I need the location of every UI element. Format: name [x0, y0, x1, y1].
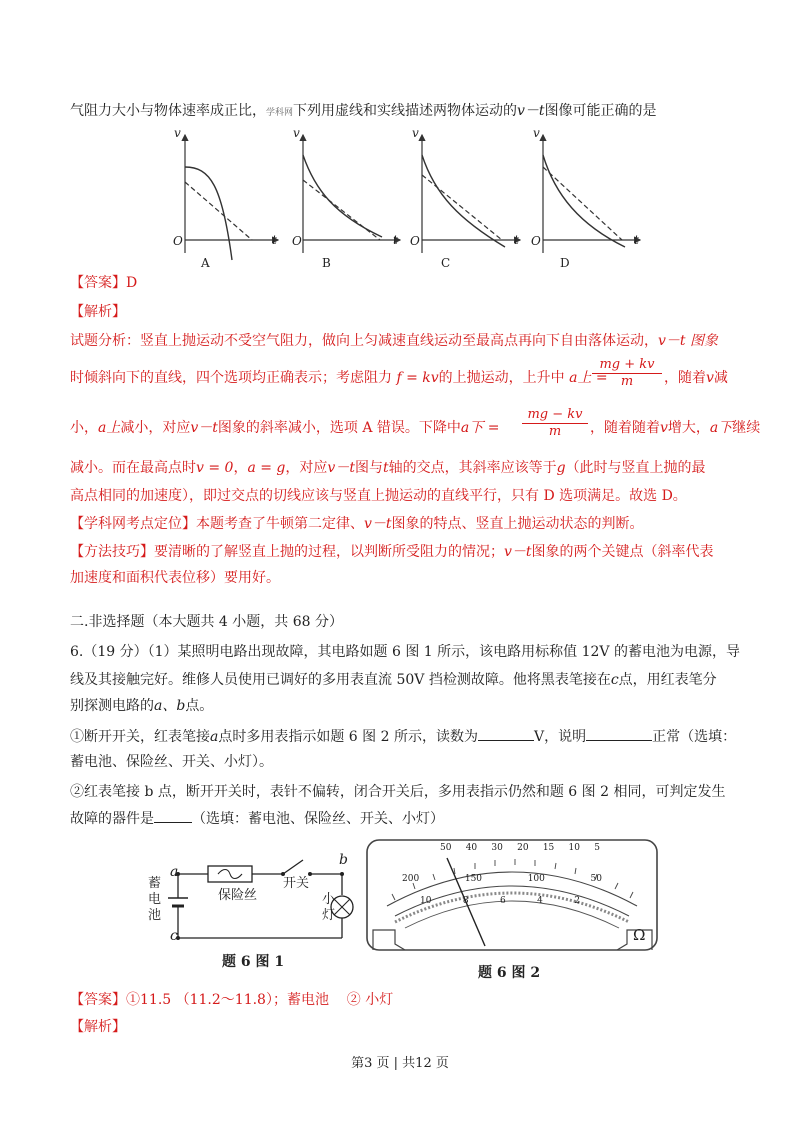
meter-label: 5	[594, 843, 600, 853]
answer-value-2: ② 小灯	[346, 992, 394, 1008]
analysis-text: 图象的斜率减小，选项 A 错误。下降中	[217, 420, 461, 436]
graph-c-letter: C	[441, 256, 451, 270]
q6-line-1: 6.（19 分）（1）某照明电路出现故障，其电路如题 6 图 1 所示，该电路用标称值 12V 的蓄电池为电源，导	[70, 644, 740, 660]
vt-graphs-figure	[160, 125, 660, 275]
graph-b-t-label: t	[393, 233, 398, 247]
q6-sub-2-cont	[70, 808, 444, 829]
stem-vt: v－t	[517, 103, 545, 119]
node-c-label: c	[170, 928, 178, 944]
fraction-1	[592, 357, 662, 390]
kaodian-vt: v－t	[364, 516, 392, 532]
battery-label: 蓄电池	[148, 876, 162, 923]
analysis-text: 小，	[70, 420, 98, 436]
answer-prefix: 【答案】	[70, 275, 126, 291]
analysis-formula: a下	[709, 420, 733, 436]
analysis-vt: v－t 图象	[658, 333, 718, 349]
meter-label: 30	[491, 843, 503, 853]
graph-d-o-label: O	[531, 234, 541, 248]
graph-a-v-label: v	[174, 126, 181, 140]
analysis-formula: v = 0	[196, 460, 234, 476]
analysis-formula: a上 =	[569, 370, 608, 386]
q5-analysis-line-5: 高点相同的加速度），即过交点的切线应该与竖直上抛运动的直线平行，只有 D 选项满足。故选 D。	[70, 488, 687, 504]
q6-sub-2: ②红表笔接 b 点，断开开关时，表针不偏转，闭合开关后，多用表指示仍然和题 6 图 2 相同，可判定发生	[70, 784, 726, 800]
q5-analysis-line-4	[70, 458, 706, 478]
graph-a	[185, 135, 278, 260]
stem-text-b: 下列用虚线和实线描述两物体运动的	[293, 103, 518, 119]
blank-normal-device[interactable]	[586, 726, 652, 741]
analysis-formula: a = g	[247, 460, 286, 476]
meter-label: 50	[440, 843, 452, 853]
graph-c-v-label: v	[412, 126, 419, 140]
analysis-text: ，	[233, 460, 248, 476]
meter-label: 15	[542, 843, 555, 853]
q6-line-3	[70, 696, 213, 716]
graph-a-letter: A	[201, 256, 210, 270]
meter-mid-scale	[402, 874, 602, 884]
meter-label: 6	[499, 896, 506, 906]
q6-text: 别探测电路的	[70, 698, 154, 714]
analysis-text: 增大，	[667, 420, 710, 436]
graph-b-letter: B	[322, 256, 331, 270]
q5-analysis-line-1	[70, 331, 718, 351]
analysis-text: 的上抛运动，上升中	[438, 370, 565, 386]
meter-label: 20	[517, 843, 529, 853]
analysis-text: 轴的交点，其斜率应该等于	[388, 460, 557, 476]
page-footer: 第3 页 | 共12 页	[351, 1056, 449, 1071]
q6-text: 故障的器件是	[70, 811, 154, 827]
meter-low-scale	[420, 896, 580, 906]
meter-label: 4	[537, 896, 543, 906]
fraction-2-denominator: m	[548, 424, 562, 439]
fangfa-vt: v－t	[504, 544, 532, 560]
q6-text: V，说明	[533, 729, 587, 745]
lamp-label: 小灯	[322, 892, 336, 923]
graph-d-v-label: v	[533, 126, 540, 140]
kaodian-text: 【学科网考点定位】本题考查了牛顿第二定律、	[70, 516, 364, 532]
analysis-text: 试题分析：竖直上抛运动不受空气阻力，做向上匀减速直线运动至最高点再向下自由落体运动，	[70, 333, 658, 349]
q5-analysis-heading: 【解析】	[70, 304, 126, 320]
switch-label: 开关	[283, 876, 310, 891]
fraction-2-numerator: mg − kv	[522, 407, 588, 424]
analysis-text: ，随着随着	[590, 420, 660, 436]
meter-label: 10	[420, 896, 432, 906]
analysis-t: t	[382, 460, 389, 476]
graph-b	[303, 135, 400, 253]
q5-answer	[70, 273, 137, 293]
analysis-text: ，随着	[664, 370, 706, 386]
meter-label: 10	[568, 843, 580, 853]
q6-text: 正常（选填：	[652, 729, 737, 745]
q5-analysis-line-2-end	[664, 368, 728, 388]
fraction-2	[522, 407, 588, 440]
analysis-text: 减	[713, 370, 728, 386]
analysis-text: ，对应	[285, 460, 328, 476]
q6-text: （选填：蓄电池、保险丝、开关、小灯）	[192, 811, 444, 827]
analysis-vt: v－t	[327, 460, 355, 476]
node-b-label: b	[339, 852, 348, 868]
graph-c-o-label: O	[410, 234, 420, 248]
analysis-vt: v－t	[190, 420, 218, 436]
kaodian-text: 图象的特点、竖直上抛运动状态的判断。	[391, 516, 644, 532]
graph-a-o-label: O	[173, 234, 183, 248]
q6-text: 线及其接触完好。维修人员使用已调好的多用表直流 50V 挡检测故障。他将黑表笔接在	[70, 672, 611, 688]
watermark-small: 学科网	[266, 108, 294, 118]
analysis-text: 减小，对应	[120, 420, 191, 436]
q5-kaodian	[70, 514, 644, 534]
stem-text-a: 气阻力大小与物体速率成正比，	[70, 103, 266, 119]
q5-fangfa-cont: 加速度和面积代表位移）要用好。	[70, 570, 280, 586]
meter-label: 100	[527, 874, 545, 884]
meter-label: 40	[465, 843, 478, 853]
fraction-1-denominator: m	[620, 374, 634, 389]
analysis-v: v	[660, 420, 668, 436]
q6-ab: a、b	[154, 698, 186, 714]
node-a-label: a	[170, 864, 179, 880]
fig2-caption: 题 6 图 2	[478, 965, 541, 981]
q5-analysis-line-2	[70, 368, 608, 388]
section-2-heading: 二.非选择题（本大题共 4 小题，共 68 分）	[70, 614, 343, 630]
analysis-g: g	[556, 460, 566, 476]
meter-label: 8	[462, 896, 469, 906]
analysis-text: 时倾斜向下的直线，四个选项均正确表示；考虑阻力	[70, 370, 392, 386]
q5-analysis-line-3	[70, 418, 499, 438]
graph-b-v-label: v	[293, 126, 300, 140]
answer-prefix: 【答案】	[70, 992, 126, 1008]
fangfa-text: 【方法技巧】要清晰的了解竖直上抛的过程，以判断所受阻力的情况；	[70, 544, 504, 560]
meter-label: 200	[402, 874, 420, 884]
fraction-1-numerator: mg + kv	[592, 357, 662, 374]
meter-label: 2	[574, 896, 580, 906]
analysis-text: 图与	[354, 460, 383, 476]
q6-analysis-heading: 【解析】	[70, 1019, 126, 1035]
q6-text: ①断开开关，红表笔接	[70, 729, 210, 745]
q6-line-2	[70, 670, 717, 690]
graph-c	[422, 135, 520, 253]
q6-answer	[70, 990, 393, 1010]
graph-b-o-label: O	[292, 234, 302, 248]
q6-text: 点时多用表指示如题 6 图 2 所示，读数为	[218, 729, 478, 745]
q6-a: a	[210, 729, 219, 745]
q5-analysis-line-3-end	[590, 418, 760, 438]
meter-label: 50	[590, 874, 602, 884]
q6-sub-1	[70, 726, 736, 747]
question-stem-line	[70, 101, 657, 123]
analysis-text: （此时与竖直上抛的最	[565, 460, 706, 476]
analysis-formula: a下 =	[460, 420, 500, 436]
analysis-text: 继续	[732, 420, 761, 436]
q6-text: 点，用红表笔分	[618, 672, 717, 688]
q6-c: c	[610, 672, 619, 688]
q5-fangfa	[70, 542, 714, 562]
q6-sub-1-cont: 蓄电池、保险丝、开关、小灯）。	[70, 754, 273, 770]
ohm-symbol: Ω	[633, 926, 646, 944]
graph-d-letter: D	[560, 256, 570, 270]
graph-a-t-label: t	[272, 233, 277, 247]
fangfa-text: 图象的两个关键点（斜率代表	[531, 544, 714, 560]
blank-reading[interactable]	[478, 726, 534, 741]
fuse-label: 保险丝	[218, 888, 258, 903]
graph-c-t-label: t	[514, 233, 519, 247]
q6-text: 点。	[185, 698, 214, 714]
analysis-formula: a上	[98, 420, 121, 436]
analysis-v: v	[706, 370, 714, 386]
graph-d-t-label: t	[634, 233, 639, 247]
meter-label: 150	[464, 874, 483, 884]
answer-value: ①11.5 （11.2～11.8）；蓄电池	[126, 992, 329, 1008]
answer-value: D	[126, 275, 138, 291]
meter-top-scale	[440, 843, 600, 853]
blank-faulty-device[interactable]	[154, 808, 192, 823]
analysis-text: 减小。而在最高点时	[70, 460, 196, 476]
fig1-caption: 题 6 图 1	[222, 954, 285, 970]
stem-text-c: 图像可能正确的是	[544, 103, 657, 119]
analysis-formula: f = kv	[396, 370, 439, 386]
graph-d	[543, 135, 640, 253]
